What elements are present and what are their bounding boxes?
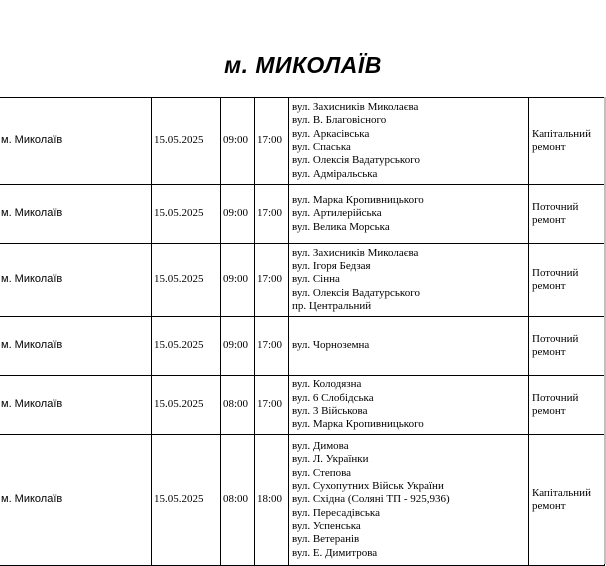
date-cell: 15.05.2025 (152, 185, 221, 244)
table-row (0, 185, 605, 244)
street-item: вул. Сінна (292, 273, 340, 286)
city-cell: м. Миколаїв (0, 98, 152, 185)
streets-cell (289, 435, 529, 566)
end-time-cell: 17:00 (255, 98, 289, 185)
end-time-cell: 17:00 (255, 244, 289, 317)
street-item: вул. Ветеранів (292, 533, 360, 546)
date-cell: 15.05.2025 (152, 435, 221, 566)
street-item: вул. Олексія Вадатурського (292, 286, 420, 299)
repair-type-cell: Поточний ремонт (529, 317, 605, 376)
table-row (0, 244, 605, 317)
repair-type-cell: Поточний ремонт (529, 244, 605, 317)
street-item: вул. Колодязна (292, 378, 362, 391)
table-row (0, 317, 605, 376)
street-item: вул. В. Благовісного (292, 114, 387, 127)
street-item: вул. Л. Українки (292, 453, 369, 466)
city-cell: м. Миколаїв (0, 376, 152, 435)
repair-type-cell: Поточний ремонт (529, 185, 605, 244)
street-item: вул. Успенська (292, 519, 361, 532)
street-item: вул. Захисників Миколаєва (292, 101, 419, 114)
start-time-cell: 09:00 (221, 317, 255, 376)
repair-type-cell: Капітальний ремонт (529, 98, 605, 185)
street-item: вул. Марка Кропивницького (292, 194, 424, 207)
start-time-cell: 09:00 (221, 185, 255, 244)
table-row (0, 376, 605, 435)
table-row (0, 435, 605, 566)
start-time-cell: 09:00 (221, 244, 255, 317)
street-item: вул. 3 Військова (292, 405, 368, 417)
street-item: вул. Олексія Вадатурського (292, 154, 420, 167)
street-item: вул. Аркасівська (292, 127, 370, 140)
street-item: вул. Адміральська (292, 167, 378, 180)
street-item: вул. Спаська (292, 141, 351, 153)
outage-table (0, 97, 605, 566)
streets-cell (289, 244, 529, 317)
start-time-cell: 08:00 (221, 376, 255, 435)
date-cell: 15.05.2025 (152, 98, 221, 185)
street-item: вул. Артилерійська (292, 207, 382, 220)
street-item: пр. Центральний (292, 299, 372, 312)
street-item: вул. Сухопутних Військ України (292, 480, 444, 493)
street-item: вул. Степова (292, 466, 352, 479)
street-item: вул. Марка Кропивницького (292, 418, 424, 431)
street-item: вул. 6 Слобідська (292, 391, 374, 404)
date-cell: 15.05.2025 (152, 376, 221, 435)
city-cell: м. Миколаїв (0, 185, 152, 244)
street-item: вул. Пересадівська (292, 506, 380, 519)
end-time-cell: 18:00 (255, 435, 289, 566)
repair-type-cell: Поточний ремонт (529, 376, 605, 435)
street-item: вул. Чорноземна (292, 339, 370, 352)
repair-type-cell: Капітальний ремонт (529, 435, 605, 566)
city-cell: м. Миколаїв (0, 435, 152, 566)
street-item: вул. Захисників Миколаєва (292, 246, 419, 259)
street-item: вул. Димова (292, 440, 349, 453)
streets-cell (289, 317, 529, 376)
city-cell: м. Миколаїв (0, 244, 152, 317)
city-cell: м. Миколаїв (0, 317, 152, 376)
start-time-cell: 08:00 (221, 435, 255, 566)
street-item: вул. Велика Морська (292, 220, 390, 233)
street-item: вул. Східна (Соляні ТП - 925,936) (292, 493, 450, 506)
end-time-cell: 17:00 (255, 376, 289, 435)
street-item: вул. Ігоря Бедзая (292, 260, 371, 273)
page-title: м. МИКОЛАЇВ (224, 52, 382, 78)
date-cell: 15.05.2025 (152, 317, 221, 376)
end-time-cell: 17:00 (255, 185, 289, 244)
table-row (0, 98, 605, 185)
streets-cell (289, 185, 529, 244)
streets-cell (289, 98, 529, 185)
end-time-cell: 17:00 (255, 317, 289, 376)
date-cell: 15.05.2025 (152, 244, 221, 317)
streets-cell (289, 376, 529, 435)
start-time-cell: 09:00 (221, 98, 255, 185)
street-item: вул. Е. Димитрова (292, 546, 378, 559)
